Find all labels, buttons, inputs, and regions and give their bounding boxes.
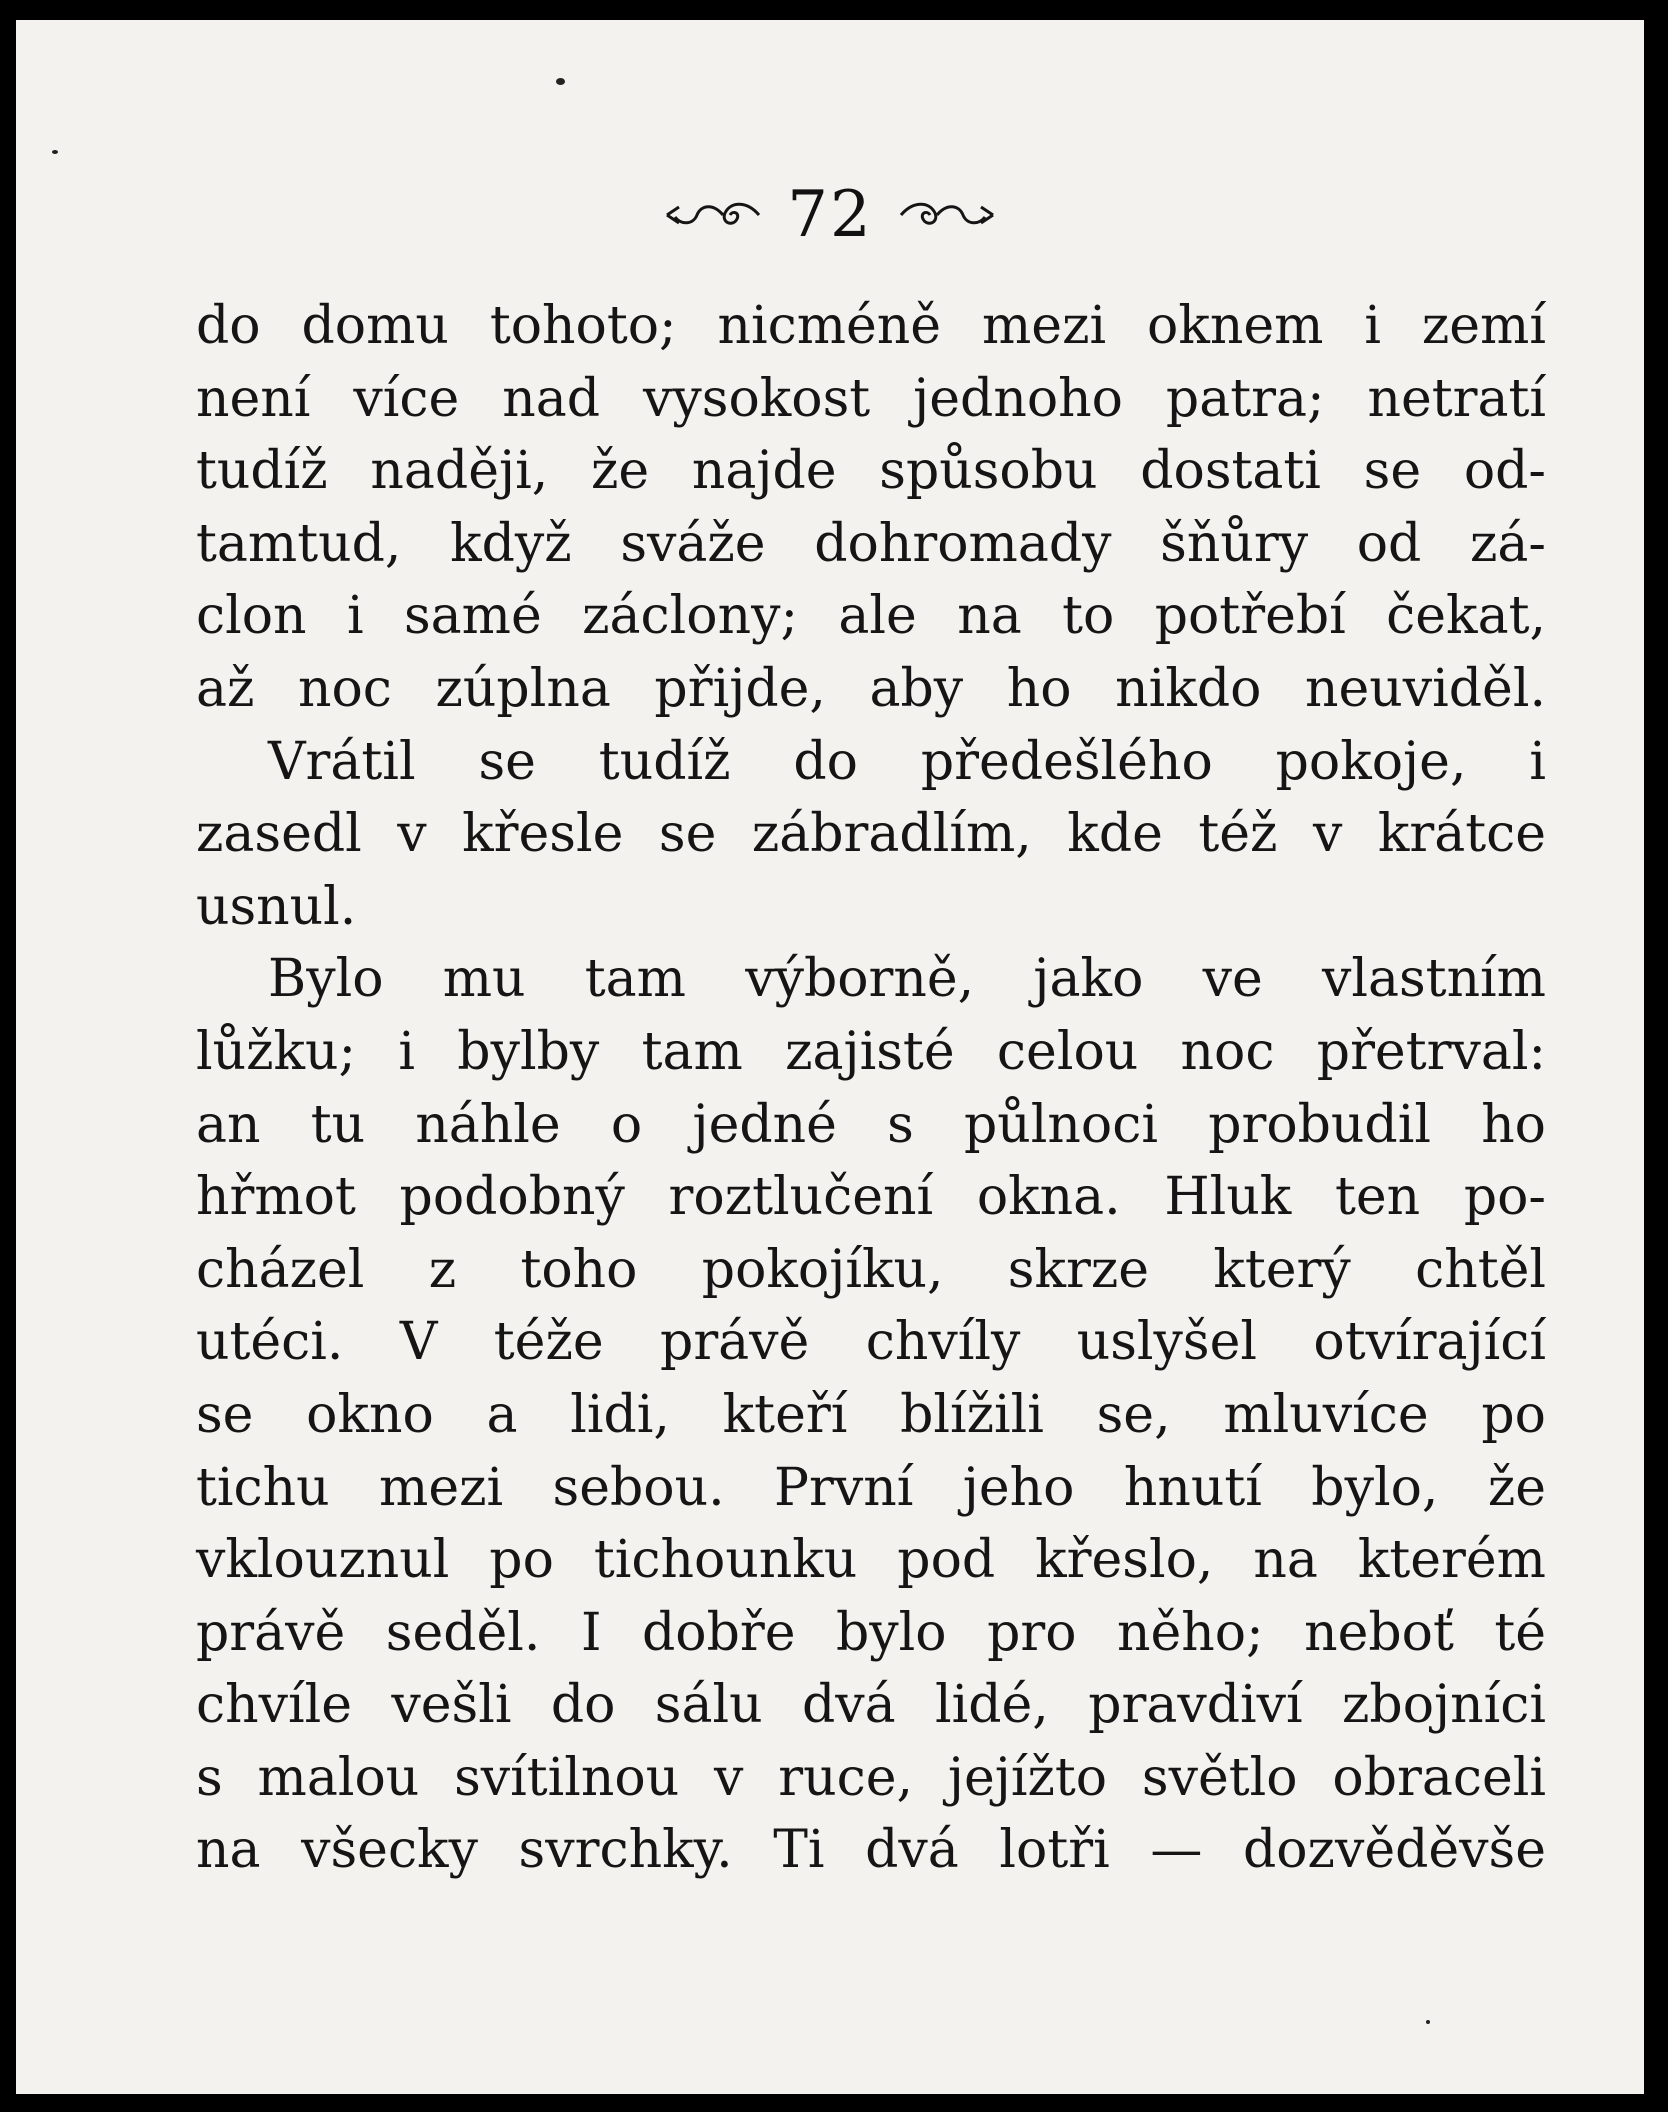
text-line: hřmot podobný roztlučení okna. Hluk ten po- [196, 1167, 1546, 1228]
page-header [16, 170, 1644, 260]
text-line: zasedl v křesle se zábradlím, kde též v krátce [196, 804, 1546, 865]
text-line: tichu mezi sebou. První jeho hnutí bylo, že [196, 1457, 1546, 1518]
text-line: an tu náhle o jedné s půlnoci probudil ho [196, 1094, 1546, 1155]
text-line: utéci. V téže právě chvíly uslyšel otvírající [196, 1312, 1546, 1373]
text-line: clon i samé záclony; ale na to potřebí čekat, [196, 586, 1546, 647]
text-line: právě seděl. I dobře bylo pro něho; neboť té [196, 1602, 1546, 1663]
scroll-ornament-left-icon [663, 195, 763, 235]
text-line: s malou svítilnou v ruce, jejížto světlo obraceli [196, 1747, 1546, 1808]
scroll-ornament-right-icon [897, 195, 997, 235]
text-line: tamtud, když sváže dohromady šňůry od zá- [196, 513, 1546, 574]
book-page [16, 20, 1644, 2094]
body-text [196, 290, 1546, 1887]
text-line: lůžku; i bylby tam zajisté celou noc přetrval: [196, 1021, 1546, 1082]
text-line: Bylo mu tam výborně, jako ve vlastním [268, 949, 1546, 1010]
text-line: se okno a lidi, kteří blížili se, mluvíce po [196, 1384, 1546, 1445]
text-line: do domu tohoto; nicméně mezi oknem i zemí [196, 296, 1546, 356]
text-line: není více nad vysokost jednoho patra; netratí [196, 368, 1546, 429]
text-line: chvíle vešli do sálu dvá lidé, pravdiví zbojníci [196, 1675, 1546, 1736]
text-line: Vrátil se tudíž do předešlého pokoje, i [268, 731, 1546, 792]
text-line: usnul. [196, 876, 357, 937]
text-line: vklouznul po tichounku pod křeslo, na kterém [196, 1530, 1546, 1591]
text-line: až noc zúplna přijde, aby ho nikdo neuviděl. [196, 658, 1546, 719]
text-line: na všecky svrchky. Ti dvá lotři — dozvěděvše [196, 1820, 1546, 1881]
ink-speck [52, 150, 58, 154]
ink-speck [1426, 2020, 1430, 2024]
page-number: 72 [787, 178, 873, 252]
text-line: tudíž naději, že najde spůsobu dostati se od- [196, 441, 1546, 502]
ink-speck [556, 78, 565, 85]
text-line: cházel z toho pokojíku, skrze který chtěl [196, 1239, 1546, 1300]
